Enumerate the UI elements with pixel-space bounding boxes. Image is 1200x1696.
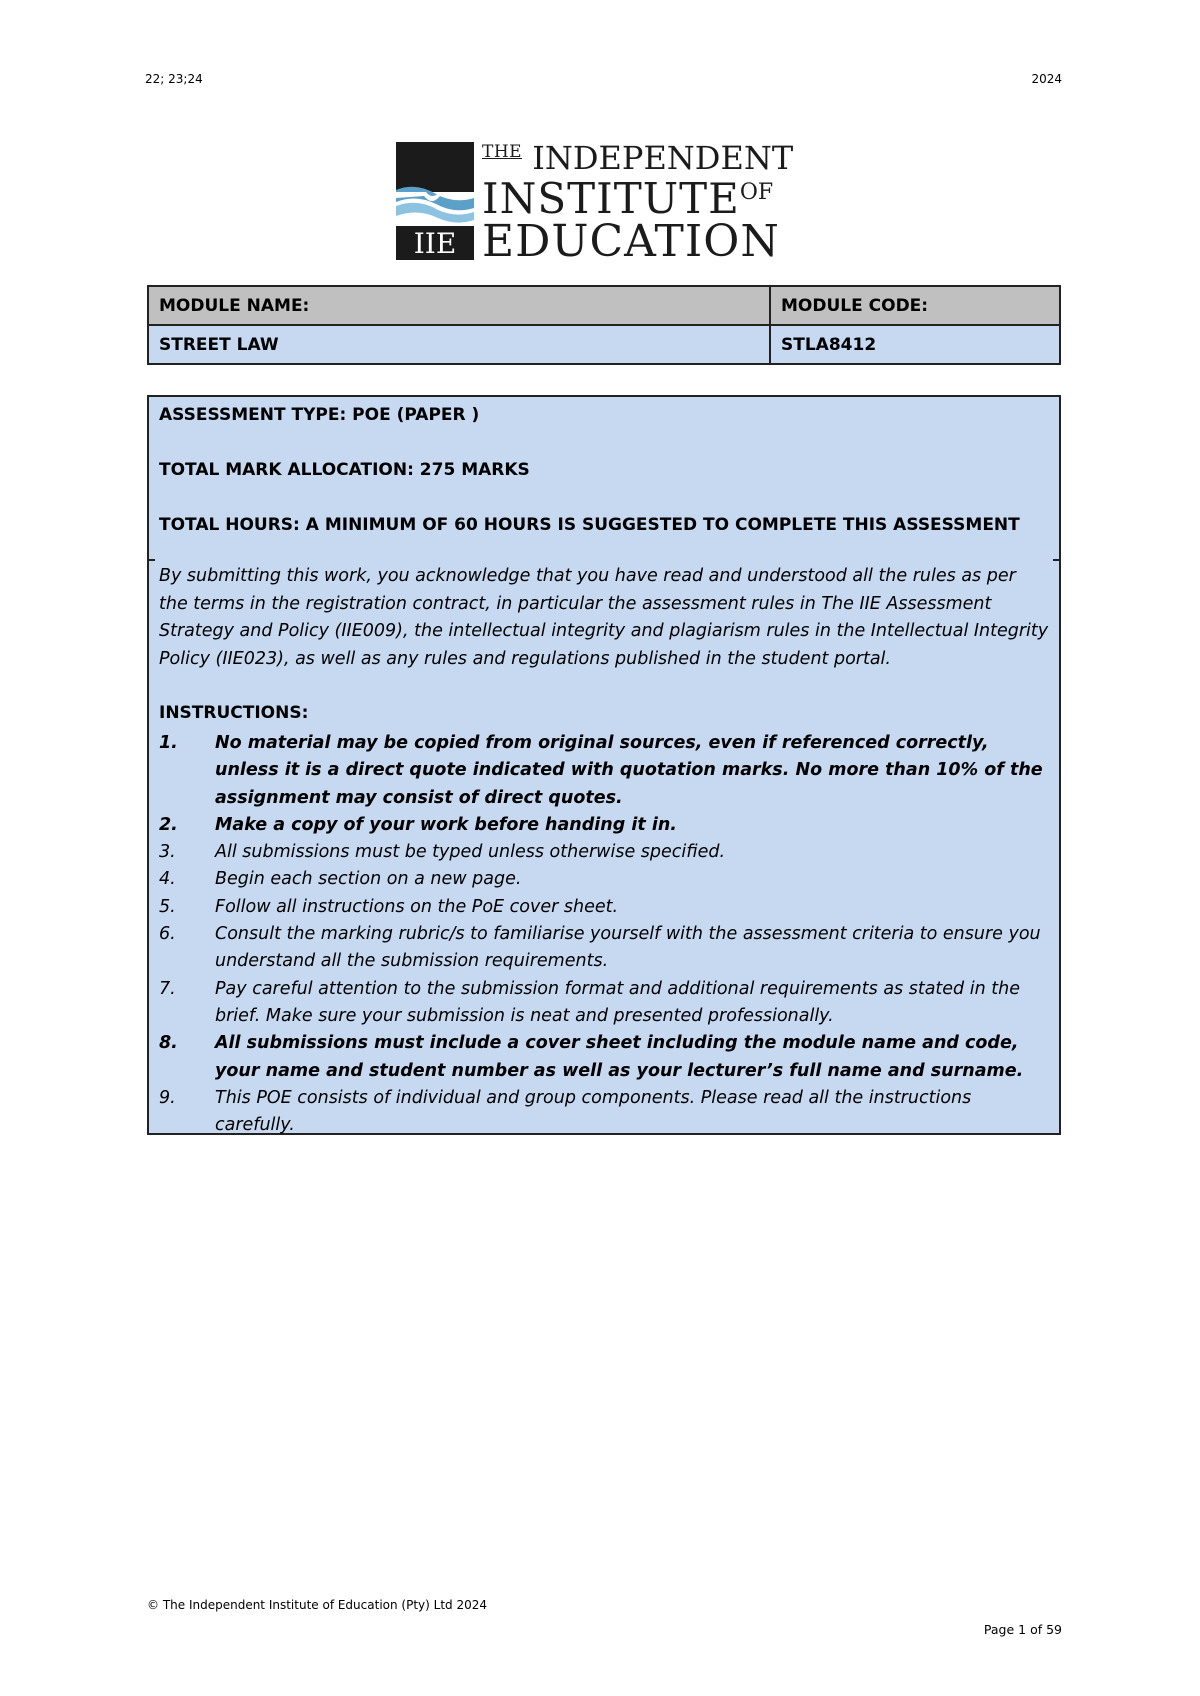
- instruction-item: 9. This POE consists of individual and group components. Please read all the instructions carefully.: [159, 1087, 972, 1136]
- instruction-item: 4. Begin each section on a new page.: [159, 869, 522, 890]
- module-code-value: STLA8412: [770, 325, 1060, 364]
- total-hours: TOTAL HOURS: A MINIMUM OF 60 HOURS IS SUGGESTED TO COMPLETE THIS ASSESSMENT: [159, 515, 1020, 535]
- instruction-item: 8. All submissions must include a cover sheet including the module name and code, your name and student number as well as your lecturer’s full name and surname.: [159, 1033, 1024, 1081]
- instruction-item: 5. Follow all instructions on the PoE cover sheet.: [159, 896, 619, 917]
- module-table-header-row: [148, 286, 1060, 325]
- footer-copyright: © The Independent Institute of Education (Pty) Ltd 2024: [147, 1598, 487, 1612]
- instruction-item: 2. Make a copy of your work before handing it in.: [159, 814, 677, 835]
- instruction-item: 6. Consult the marking rubric/s to familiarise yourself with the assessment criteria to ensure you understand all the submission requirements.: [159, 924, 1041, 972]
- iie-logo: [396, 139, 816, 267]
- assessment-details-box: [147, 395, 1061, 1135]
- acknowledgement-text: By submitting this work, you acknowledge that you have read and understood all the rules as per the terms in the registration contract, in particular the assessment rules in The IIE Assessment Strategy and Policy (IIE009), the intellectual integrity and plagiarism rules in the Intellectual Integrity Policy (IIE023), as well as any rules and regulations published in the student portal.: [159, 566, 1049, 669]
- instructions-list: [159, 730, 1055, 1139]
- module-name-value: STREET LAW: [148, 325, 770, 364]
- footer-page-number: Page 1 of 59: [983, 1622, 1062, 1637]
- module-name-label: MODULE NAME:: [148, 286, 770, 325]
- header-left-text: 22; 23;24: [145, 72, 203, 86]
- assessment-type: ASSESSMENT TYPE: POE (PAPER ): [159, 405, 480, 425]
- instruction-item: 7. Pay careful attention to the submission format and additional requirements as stated in the brief. Make sure your submission is neat and presented professionally.: [159, 978, 1020, 1026]
- logo-the: THE: [482, 142, 523, 162]
- total-mark-allocation: TOTAL MARK ALLOCATION: 275 MARKS: [159, 460, 530, 480]
- logo-of: OF: [739, 180, 774, 205]
- module-info-table: [147, 285, 1061, 365]
- instruction-item: 1. No material may be copied from original sources, even if referenced correctly, unless it is a direct quote indicated with quotation marks. No more than 10% of the assignment may consist of direct quotes.: [159, 733, 1043, 808]
- divider-mark-right: [1053, 559, 1061, 561]
- instruction-item: 3. All submissions must be typed unless otherwise specified.: [159, 842, 726, 863]
- logo-independent: INDEPENDENT: [532, 139, 794, 177]
- divider-mark-left: [147, 559, 155, 561]
- instructions-title: INSTRUCTIONS:: [159, 703, 309, 723]
- logo-education: EDUCATION: [482, 216, 780, 267]
- iie-logo-mark: [396, 142, 474, 260]
- iie-mark-text: IIE: [413, 227, 457, 260]
- module-table-value-row: [148, 325, 1060, 364]
- header-year: 2024: [1031, 72, 1062, 86]
- logo-institute: INSTITUTE: [482, 174, 740, 223]
- module-code-label: MODULE CODE:: [770, 286, 1060, 325]
